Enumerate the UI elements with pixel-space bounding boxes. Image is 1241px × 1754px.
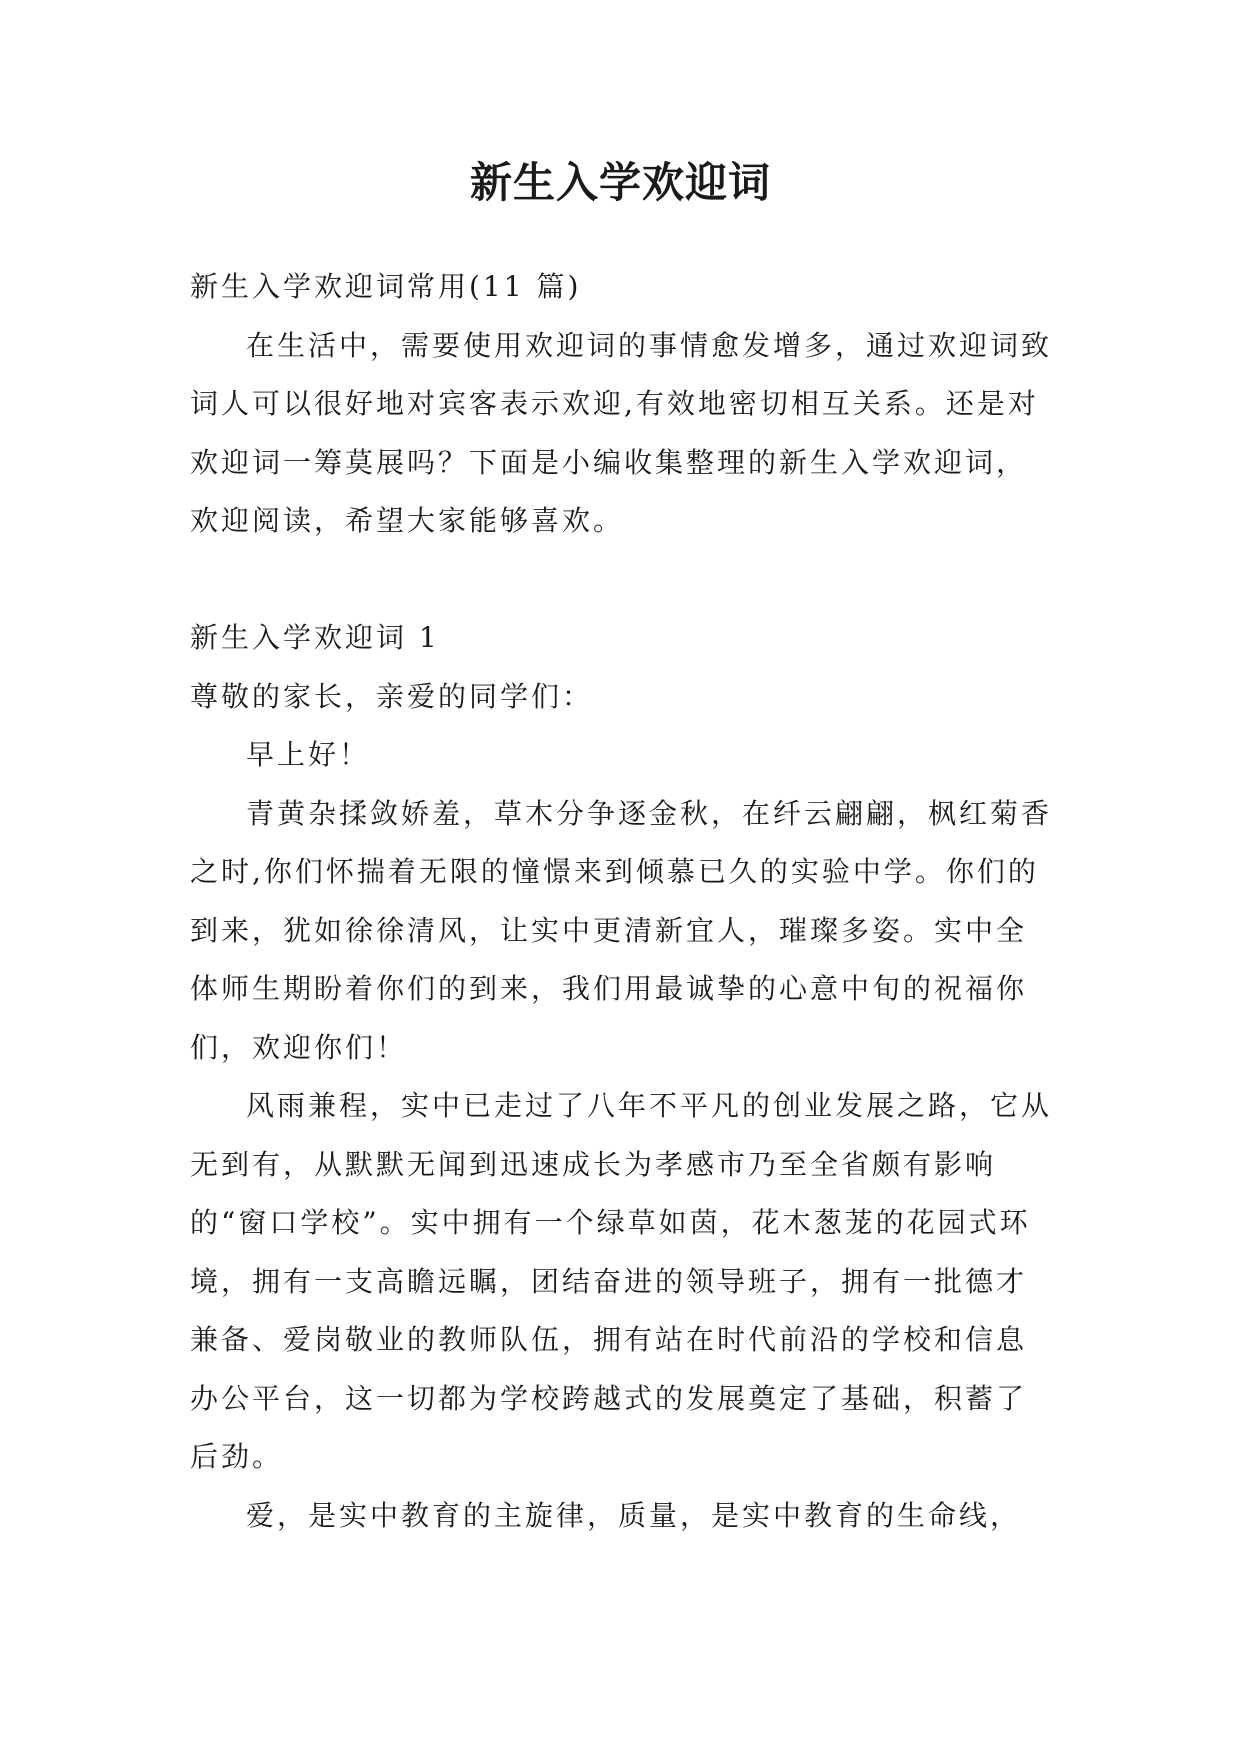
greeting: 早上好！: [246, 738, 371, 771]
salutation: 尊敬的家长，亲爱的同学们：: [190, 679, 594, 713]
body-paragraph: 风雨兼程，实中已走过了八年不平凡的创业发展之路，它从无到有，从默默无闻到迅速成长为孝感市乃至全省颇有影响的“窗口学校”。实中拥有一个绿草如茵，花木葱茏的花园式环境，拥有一支高瞻远瞩，团结奋进的领导班子，拥有一批德才兼备、爱岗敬业的教师队伍，拥有站在时代前沿的学校和信息办公平台，这一切都为学校跨越式的发展奠定了基础，积蓄了后劲。: [190, 1089, 1053, 1473]
document-title: 新生入学欢迎词: [469, 158, 771, 207]
blank-line: [190, 551, 1052, 610]
document-body: [190, 258, 1052, 1545]
subtitle-line: 新生入学欢迎词常用(11 篇): [190, 270, 582, 303]
body-paragraph: 青黄杂揉敛娇羞，草木分争逐金秋，在纤云翩翩，枫红菊香之时,你们怀揣着无限的憧憬来到倾慕已久的实验中学。你们的到来，犹如徐徐清风，让实中更清新宜人，璀璨多姿。实中全体师生期盼着你们的到来，我们用最诚挚的心意中旬的祝福你们，欢迎你们！: [190, 796, 1053, 1064]
section-heading: 新生入学欢迎词 1: [190, 621, 440, 654]
intro-paragraph: 在生活中，需要使用欢迎词的事情愈发增多，通过欢迎词致词人可以很好地对宾客表示欢迎,有效地密切相互关系。还是对欢迎词一筹莫展吗？下面是小编收集整理的新生入学欢迎词，欢迎阅读，希望大家能够喜欢。: [190, 328, 1053, 537]
body-paragraph: 爱，是实中教育的主旋律，质量，是实中教育的生命线，: [246, 1498, 1022, 1532]
